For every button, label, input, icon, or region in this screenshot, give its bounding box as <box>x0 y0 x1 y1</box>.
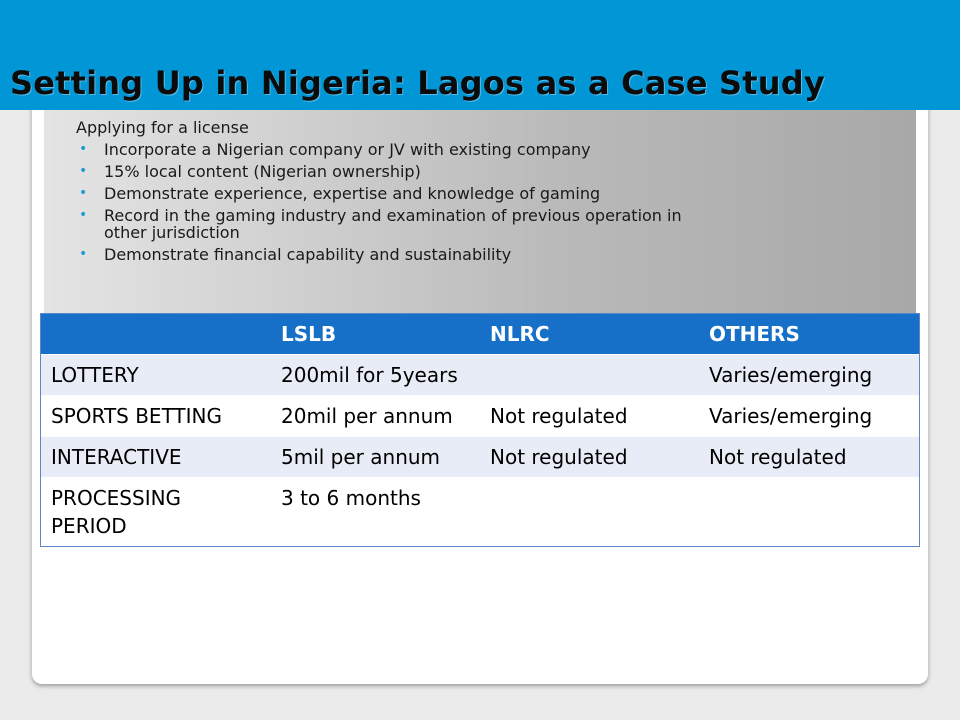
header-cell-others: OTHERS <box>699 314 919 355</box>
table-cell: 20mil per annum <box>271 396 480 437</box>
requirements-list <box>76 141 716 263</box>
row-label: INTERACTIVE <box>41 437 271 478</box>
table-cell: Not regulated <box>480 437 699 478</box>
header-cell-nlrc: NLRC <box>480 314 699 355</box>
table-cell <box>480 478 699 547</box>
bullet-icon: • <box>79 163 88 179</box>
header-cell-lslb: LSLB <box>271 314 480 355</box>
table-row <box>41 396 919 437</box>
table-cell: 5mil per annum <box>271 437 480 478</box>
list-item: • Demonstrate financial capability and sustainability <box>79 245 512 264</box>
table-row <box>41 437 919 478</box>
table-cell <box>699 478 919 547</box>
header-cell-empty <box>41 314 271 355</box>
table-cell: Not regulated <box>699 437 919 478</box>
list-item: • Incorporate a Nigerian company or JV with existing company <box>79 140 591 159</box>
table-cell: Varies/emerging <box>699 355 919 396</box>
bullet-icon: • <box>79 246 88 262</box>
row-label: PROCESSING PERIOD <box>41 478 271 547</box>
license-requirements <box>76 119 716 268</box>
bullet-icon: • <box>79 141 88 157</box>
table-cell: Not regulated <box>480 396 699 437</box>
bullet-icon: • <box>79 185 88 201</box>
table-header-row <box>41 314 919 355</box>
list-item: • 15% local content (Nigerian ownership) <box>79 162 421 181</box>
license-fee-table <box>41 314 919 546</box>
table-cell: Varies/emerging <box>699 396 919 437</box>
table-cell: 200mil for 5years <box>271 355 480 396</box>
table-row <box>41 478 919 547</box>
list-item: • Record in the gaming industry and examination of previous operation in other jurisdiction <box>79 206 682 242</box>
list-item: • Demonstrate experience, expertise and knowledge of gaming <box>79 184 601 203</box>
table-cell: 3 to 6 months <box>271 478 480 547</box>
row-label: LOTTERY <box>41 355 271 396</box>
bullet-icon: • <box>79 207 88 223</box>
intro-text: Applying for a license <box>76 118 249 137</box>
table-row <box>41 355 919 396</box>
row-label: SPORTS BETTING <box>41 396 271 437</box>
table-cell <box>480 355 699 396</box>
slide-title: Setting Up in Nigeria: Lagos as a Case Study <box>10 64 825 102</box>
